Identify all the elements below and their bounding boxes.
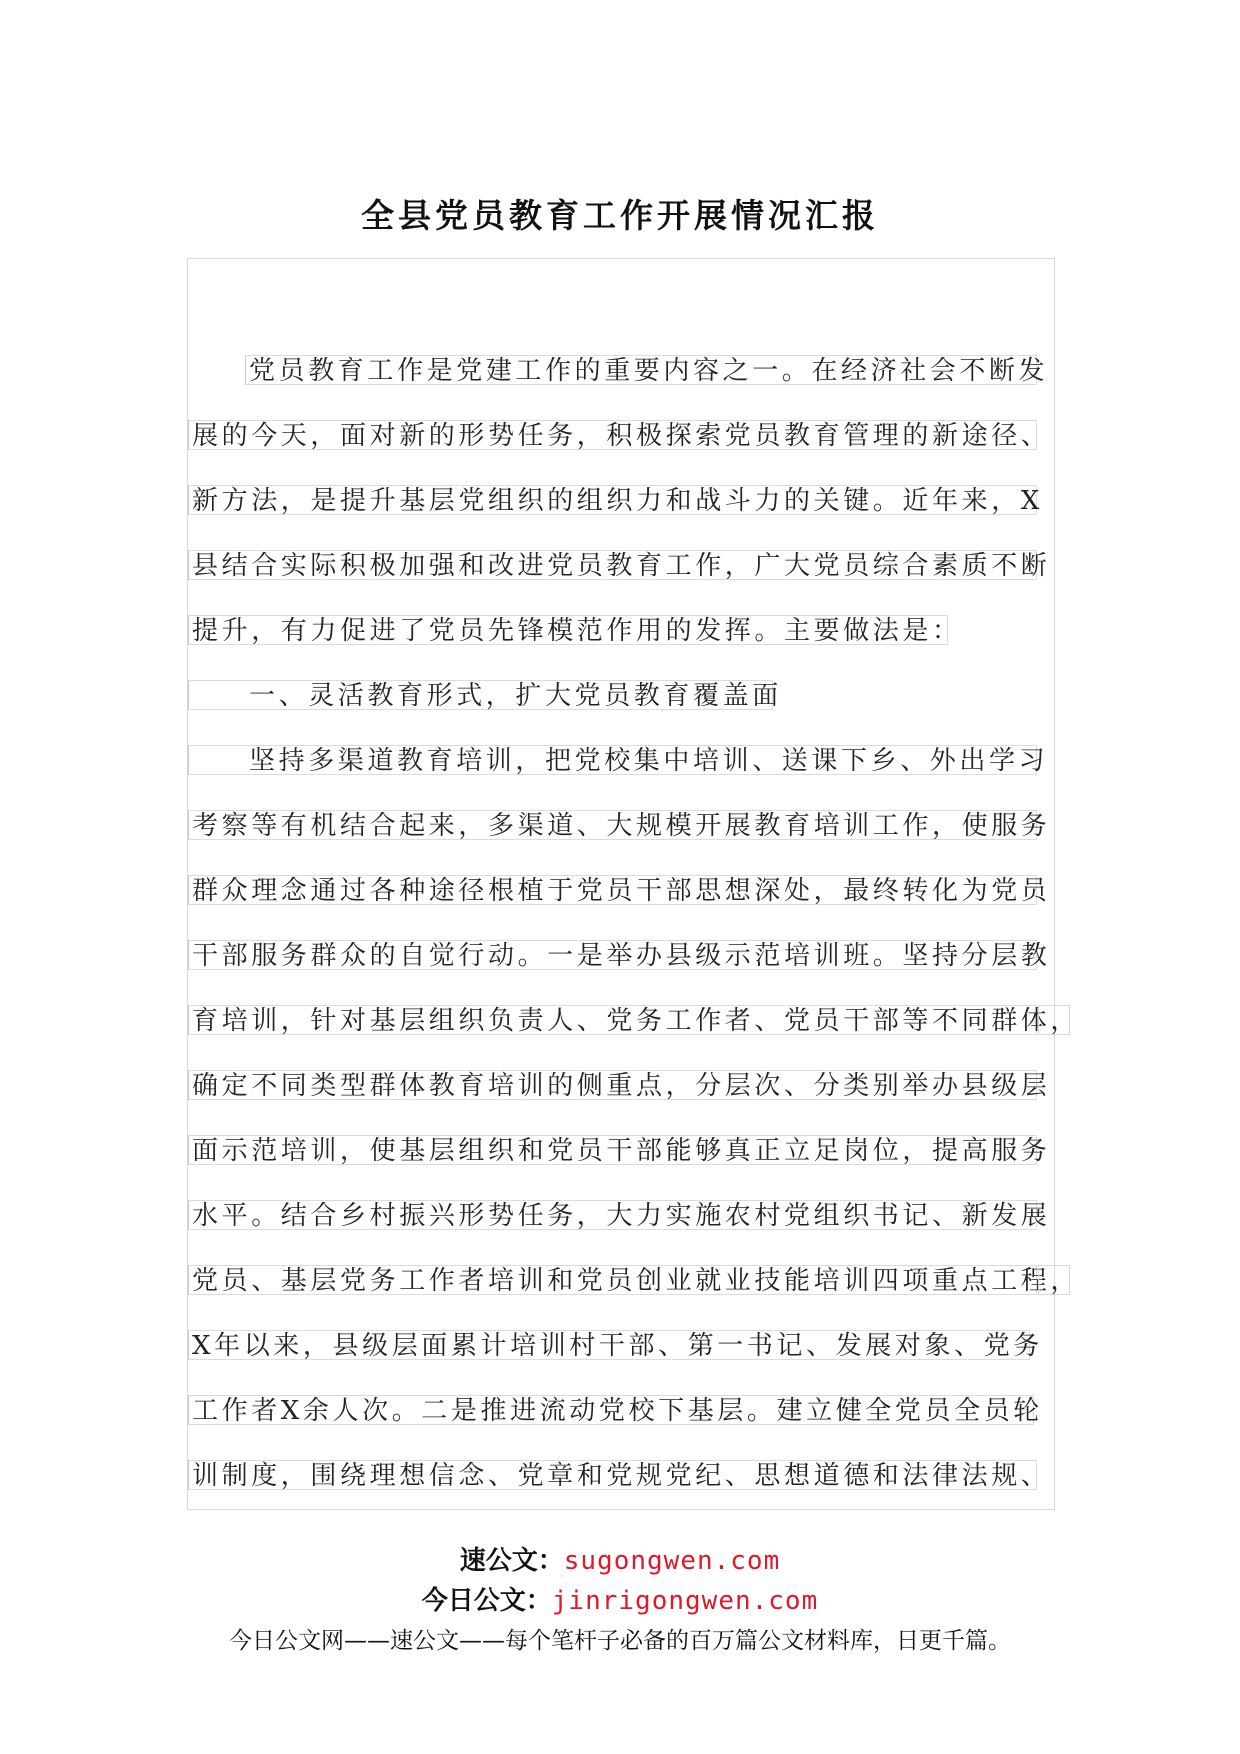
body-line: 党员教育工作是党建工作的重要内容之一。在经济社会不断发 [245, 355, 1037, 385]
footer-tagline: 今日公文网——速公文——每个笔杆子必备的百万篇公文材料库，日更千篇。 [229, 1628, 1011, 1654]
body-line: 展的今天，面对新的形势任务，积极探索党员教育管理的新途径、 [188, 420, 1037, 450]
footer-line-1 [0, 1540, 1240, 1577]
footer-label-2: 今日公文： [421, 1586, 552, 1616]
body-line: 工作者X余人次。二是推进流动党校下基层。建立健全党员全员轮 [188, 1395, 1034, 1425]
section-heading: 一、灵活教育形式，扩大党员教育覆盖面 [188, 680, 773, 710]
footer-line-2 [0, 1580, 1240, 1617]
body-line: 考察等有机结合起来，多渠道、大规模开展教育培训工作，使服务 [188, 810, 1037, 840]
overflow-box [1038, 1265, 1070, 1295]
body-line: 干部服务群众的自觉行动。一是举办县级示范培训班。坚持分层教 [188, 940, 1037, 970]
footer-label-1: 速公文： [459, 1546, 564, 1576]
body-line: 水平。结合乡村振兴形势任务，大力实施农村党组织书记、新发展 [188, 1200, 1037, 1230]
body-line: 训制度，围绕理想信念、党章和党规党纪、思想道德和法律法规、 [188, 1460, 1037, 1490]
overflow-box [1038, 1005, 1070, 1035]
footer-link-1[interactable]: sugongwen.com [563, 1546, 781, 1576]
body-line: 坚持多渠道教育培训，把党校集中培训、送课下乡、外出学习 [188, 745, 1037, 775]
body-line: 确定不同类型群体教育培训的侧重点，分层次、分类别举办县级层 [188, 1070, 1037, 1100]
footer-link-2[interactable]: jinrigongwen.com [551, 1586, 819, 1616]
body-line: 面示范培训，使基层组织和党员干部能够真正立足岗位，提高服务 [188, 1135, 1037, 1165]
body-line: X年以来，县级层面累计培训村干部、第一书记、发展对象、党务 [188, 1330, 1030, 1360]
body-line: 县结合实际积极加强和改进党员教育工作，广大党员综合素质不断 [188, 550, 1037, 580]
body-line: 育培训，针对基层组织负责人、党务工作者、党员干部等不同群体， [188, 1005, 1037, 1035]
body-line: 新方法，是提升基层党组织的组织力和战斗力的关键。近年来，X [188, 485, 1037, 515]
body-line: 提升，有力促进了党员先锋模范作用的发挥。主要做法是： [188, 615, 948, 645]
body-line: 党员、基层党务工作者培训和党员创业就业技能培训四项重点工程， [188, 1265, 1037, 1295]
body-line: 群众理念通过各种途径根植于党员干部思想深处，最终转化为党员 [188, 875, 1037, 905]
document-title: 全县党员教育工作开展情况汇报 [361, 196, 879, 235]
